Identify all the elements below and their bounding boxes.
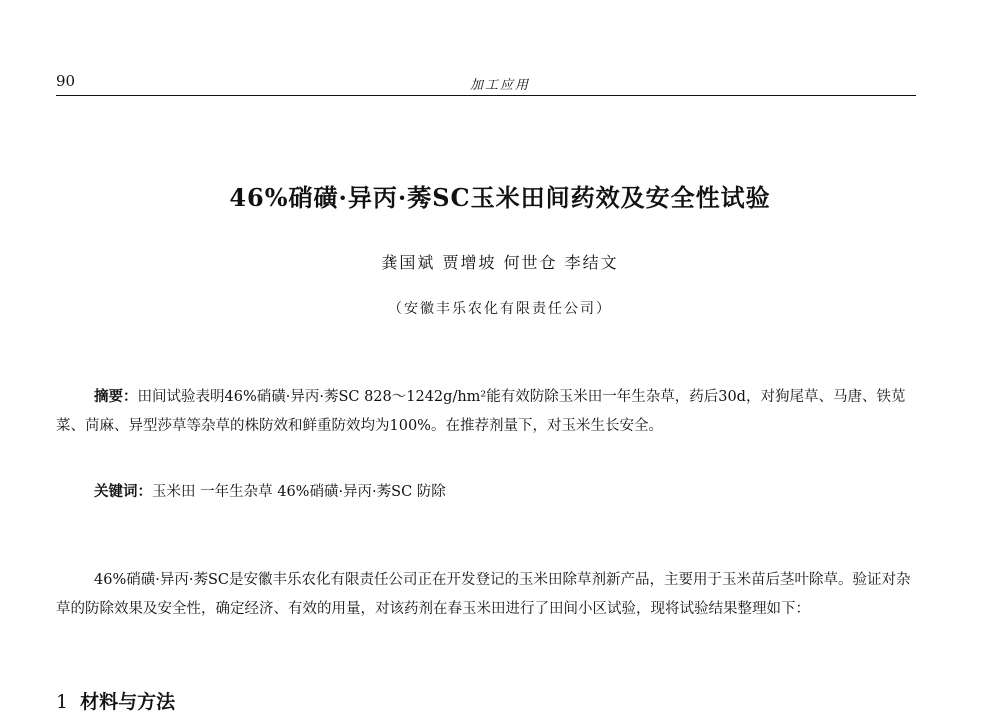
abstract [56, 382, 918, 441]
keywords-text: 玉米田 一年生杂草 46%硝磺·异丙·莠SC 防除 [152, 484, 446, 500]
section-number: 1 [56, 691, 69, 713]
affiliation: （安徽丰乐农化有限责任公司） [388, 301, 612, 317]
paper-title: 46%硝磺·异丙·莠SC玉米田间药效及安全性试验 [229, 183, 771, 212]
section-heading [56, 687, 175, 714]
intro-paragraph [56, 566, 918, 624]
page-number: 90 [56, 72, 76, 90]
header-rule [56, 95, 916, 96]
abstract-label: 摘要： [94, 388, 138, 405]
intro-text: 46%硝磺·异丙·莠SC是安徽丰乐农化有限责任公司正在开发登记的玉米田除草剂新产品，主要用于玉米苗后茎叶除草。验证对杂草的防除效果及安全性，确定经济、有效的用量，对该药剂在春玉米田进行了田间小区试验，现将试验结果整理如下： [56, 572, 911, 617]
keywords [56, 477, 918, 507]
keywords-label: 关键词： [94, 483, 152, 500]
abstract-text: 田间试验表明46%硝磺·异丙·莠SC 828～1242g/hm²能有效防除玉米田一年生杂草，药后30d，对狗尾草、马唐、铁苋菜、苘麻、异型莎草等杂草的株防效和鲜重防效均为100%。在推荐剂量下，对玉米生长安全。 [56, 389, 906, 434]
author-list: 龚国斌 贾增坡 何世仓 李结文 [381, 253, 619, 272]
running-head: 加工应用 [469, 78, 530, 93]
section-title: 材料与方法 [80, 691, 176, 713]
